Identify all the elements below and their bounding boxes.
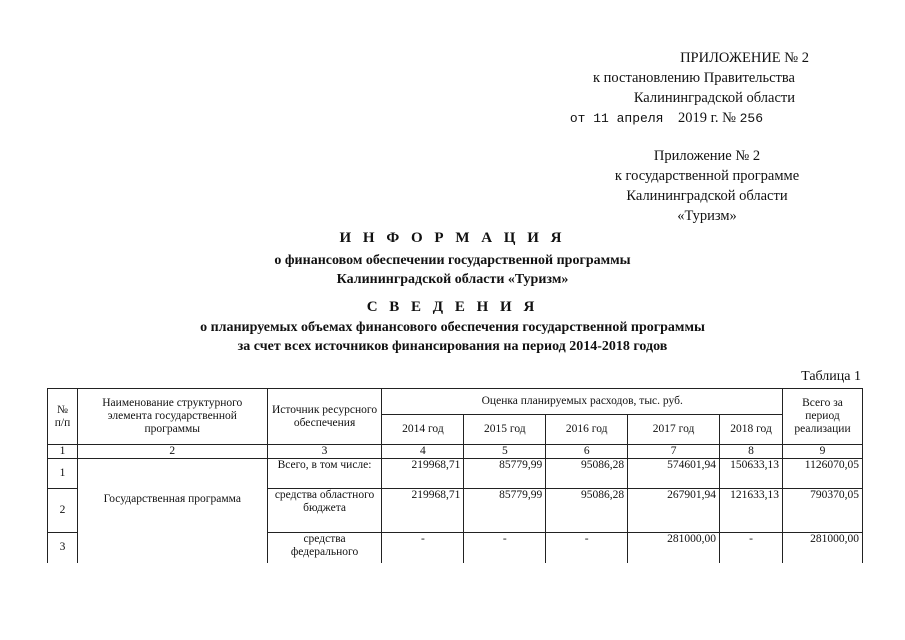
annex-title: ПРИЛОЖЕНИЕ № 2	[680, 50, 809, 66]
row-number: 1	[48, 459, 78, 489]
value-cell: 85779,99	[464, 459, 546, 489]
program-annex-line2: к государственной программе	[614, 168, 800, 184]
program-annex-title: Приложение № 2	[653, 148, 761, 164]
table-caption: Таблица 1	[801, 369, 861, 384]
col-number: 6	[546, 445, 628, 459]
value-cell: 267901,94	[628, 489, 720, 533]
col-number: 8	[720, 445, 783, 459]
row-number: 3	[48, 533, 78, 563]
value-cell: 219968,71	[382, 489, 464, 533]
col-number: 9	[783, 445, 863, 459]
annex-date-line	[545, 108, 845, 129]
info-line2: Калининградской области «Туризм»	[336, 272, 569, 287]
value-cell: 281000,00	[628, 533, 720, 563]
annex-line-resolution: к постановлению Правительства	[593, 70, 795, 86]
info-heading	[0, 230, 905, 289]
value-cell: 281000,00	[783, 533, 863, 563]
table-row	[48, 459, 863, 489]
value-cell: 150633,13	[720, 459, 783, 489]
col-number: 4	[382, 445, 464, 459]
annex-header-resolution	[545, 48, 845, 129]
row-number: 2	[48, 489, 78, 533]
header-year-2018: 2018 год	[720, 415, 783, 445]
value-cell: 121633,13	[720, 489, 783, 533]
col-number: 2	[77, 445, 267, 459]
col-number: 1	[48, 445, 78, 459]
col-number: 5	[464, 445, 546, 459]
source-cell: средства областного бюджета	[267, 489, 382, 533]
value-cell: -	[720, 533, 783, 563]
value-cell: 1126070,05	[783, 459, 863, 489]
header-year-2016: 2016 год	[546, 415, 628, 445]
annex-date-prefix: от 11 апреля	[569, 111, 664, 126]
svedenia-heading	[0, 299, 905, 356]
value-cell: -	[464, 533, 546, 563]
financing-table	[47, 388, 863, 563]
info-line1: о финансовом обеспечении государственной программы	[274, 253, 631, 268]
value-cell: 790370,05	[783, 489, 863, 533]
value-cell: 95086,28	[546, 489, 628, 533]
info-title: И Н Ф О Р М А Ц И Я	[339, 230, 566, 246]
value-cell: 85779,99	[464, 489, 546, 533]
header-num: № п/п	[48, 389, 78, 445]
col-number: 7	[628, 445, 720, 459]
header-year-2014: 2014 год	[382, 415, 464, 445]
svedenia-title: С В Е Д Е Н И Я	[366, 299, 539, 315]
header-year-2017: 2017 год	[628, 415, 720, 445]
column-numbers-row	[48, 445, 863, 459]
col-number: 3	[267, 445, 382, 459]
annex-date-suffix: 2019 г. №	[677, 110, 736, 126]
annex-number: 256	[739, 111, 763, 126]
element-name-cell: Государственная программа	[77, 459, 267, 563]
value-cell: 95086,28	[546, 459, 628, 489]
source-cell: Всего, в том числе:	[267, 459, 382, 489]
header-element-name: Наименование структурного элемента государственной программы	[77, 389, 267, 445]
value-cell: 574601,94	[628, 459, 720, 489]
header-year-2015: 2015 год	[464, 415, 546, 445]
program-annex-line3: Калининградской области	[626, 188, 788, 204]
svedenia-line1: о планируемых объемах финансового обеспечения государственной программы	[200, 320, 705, 335]
annex-line-region: Калининградской области	[633, 90, 795, 106]
svedenia-line2: за счет всех источников финансирования на период 2014-2018 годов	[237, 339, 668, 354]
program-annex-line4: «Туризм»	[677, 208, 737, 224]
header-estimate: Оценка планируемых расходов, тыс. руб.	[382, 389, 783, 415]
value-cell: -	[382, 533, 464, 563]
header-total: Всего за период реализации	[783, 389, 863, 445]
annex-header-program	[557, 146, 857, 226]
value-cell: 219968,71	[382, 459, 464, 489]
value-cell: -	[546, 533, 628, 563]
header-source: Источник ресурсного обеспечения	[267, 389, 382, 445]
source-cell: средства федерального	[267, 533, 382, 563]
